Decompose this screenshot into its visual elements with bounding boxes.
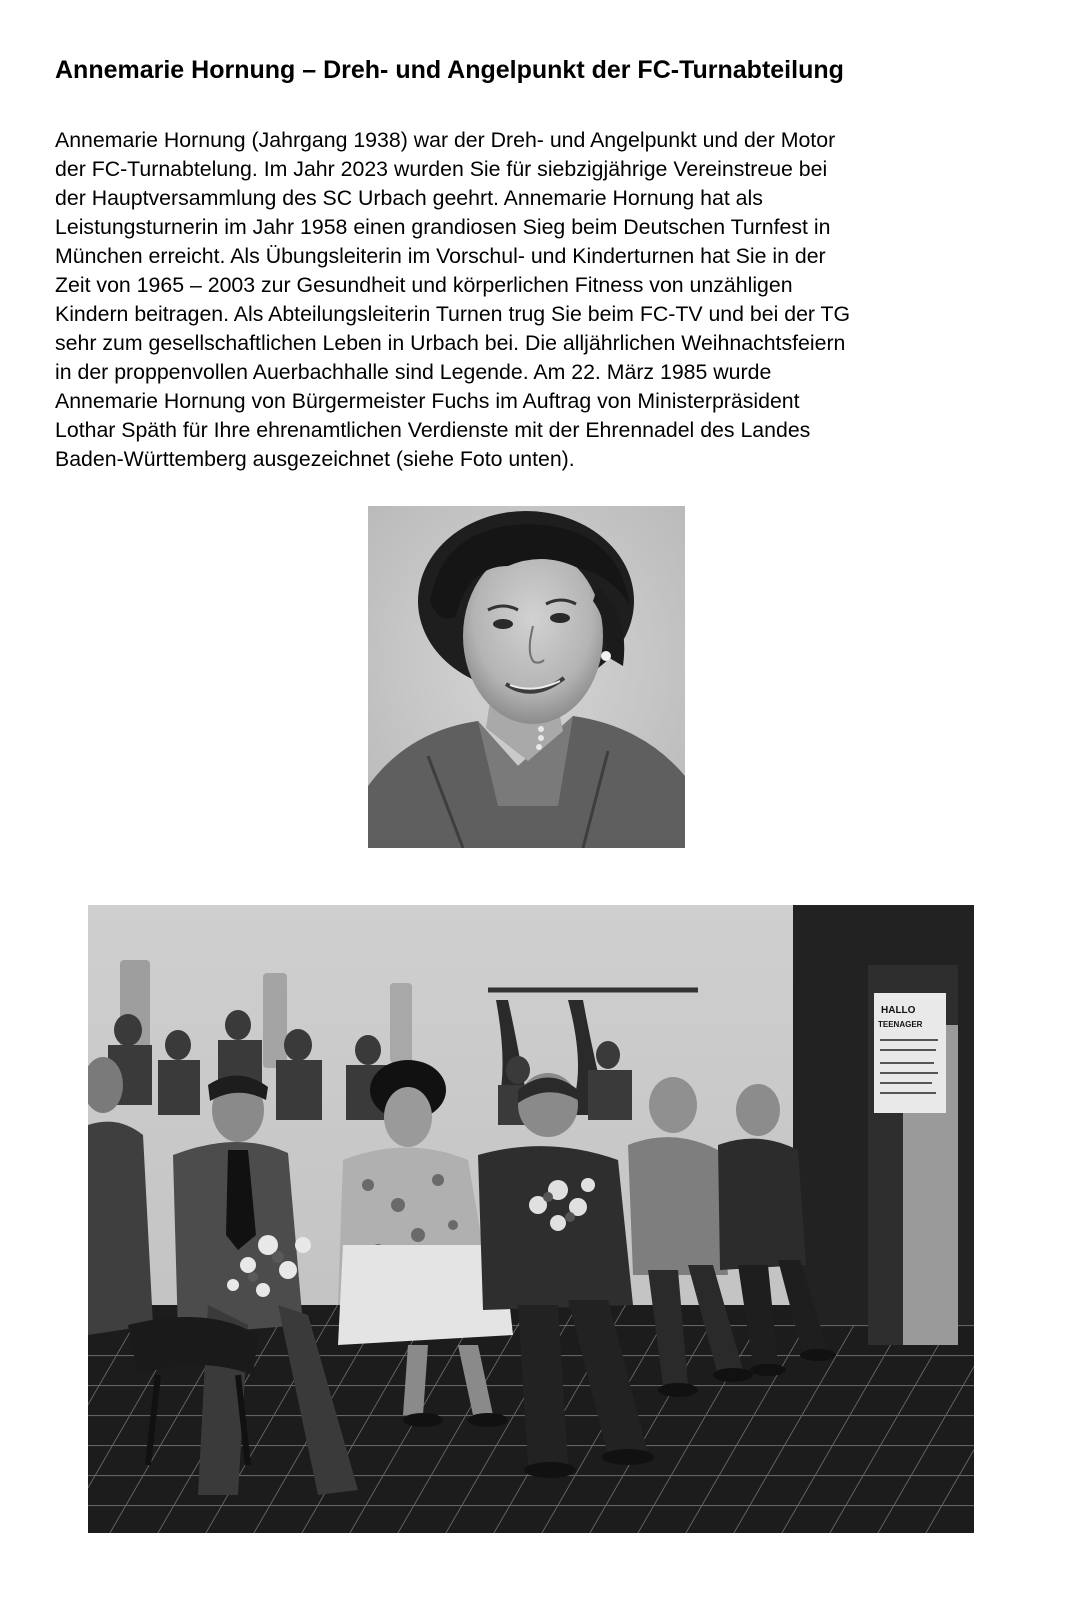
paragraph-line: der Hauptversammlung des SC Urbach geehrt. Annemarie Hornung hat als xyxy=(55,186,763,210)
page-title: Annemarie Hornung – Dreh- und Angelpunkt der FC-Turnabteilung xyxy=(55,56,844,84)
group-photo xyxy=(88,905,974,1533)
paragraph-line: Annemarie Hornung von Bürgermeister Fuchs im Auftrag von Ministerpräsident xyxy=(55,389,800,413)
article-paragraph xyxy=(55,126,1015,474)
paragraph-line: Lothar Späth für Ihre ehrenamtlichen Verdienste mit der Ehrennadel des Landes xyxy=(55,418,811,442)
paragraph-line: Baden-Württemberg ausgezeichnet (siehe Foto unten). xyxy=(55,447,575,471)
paragraph-line: der FC-Turnabtelung. Im Jahr 2023 wurden Sie für siebzigjährige Vereinstreue bei xyxy=(55,157,828,181)
paragraph-line: Zeit von 1965 – 2003 zur Gesundheit und körperlichen Fitness von unzähligen xyxy=(55,273,793,297)
wall-poster xyxy=(874,993,946,1113)
paragraph-line: München erreicht. Als Übungsleiterin im Vorschul- und Kinderturnen hat Sie in der xyxy=(55,244,826,268)
portrait-photo xyxy=(368,506,685,848)
poster-line-1: HALLO xyxy=(881,1005,916,1016)
paragraph-line: in der proppenvollen Auerbachhalle sind Legende. Am 22. März 1985 wurde xyxy=(55,360,772,384)
paragraph-line: sehr zum gesellschaftlichen Leben in Urbach bei. Die alljährlichen Weihnachtsfeiern xyxy=(55,331,846,355)
poster-line-2: TEENAGER xyxy=(878,1020,923,1029)
paragraph-line: Annemarie Hornung (Jahrgang 1938) war der Dreh- und Angelpunkt und der Motor xyxy=(55,128,836,152)
paragraph-line: Leistungsturnerin im Jahr 1958 einen grandiosen Sieg beim Deutschen Turnfest in xyxy=(55,215,831,239)
paragraph-line: Kindern beitragen. Als Abteilungsleiterin Turnen trug Sie beim FC-TV und bei der TG xyxy=(55,302,851,326)
